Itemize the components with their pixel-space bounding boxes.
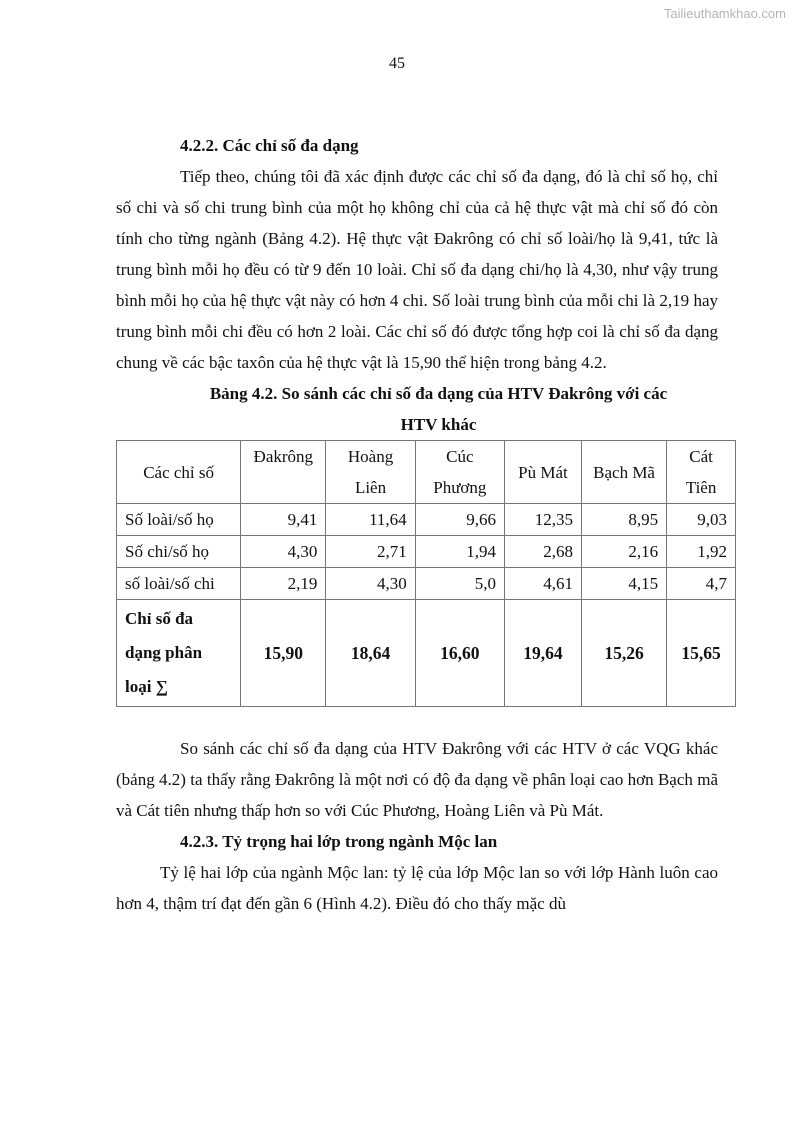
total-row-label — [117, 600, 241, 707]
header-cell — [581, 441, 666, 504]
table-cell: 2,19 — [241, 568, 326, 600]
table-row — [117, 536, 736, 568]
table-cell: 19,64 — [504, 600, 581, 707]
diversity-index-table — [116, 440, 736, 707]
class-ratio-paragraph: Tỷ lệ hai lớp của ngành Mộc lan: tỷ lệ của lớp Mộc lan so với lớp Hành luôn cao hơn 4, thậm trí đạt đến gần 6 (Hình 4.2). Điều đó cho thấy mặc dù — [116, 863, 718, 913]
table-caption-line-1: Bảng 4.2. So sánh các chỉ số đa dạng của HTV Đakrông với các — [209, 384, 668, 403]
table-cell: 4,30 — [326, 568, 415, 600]
header-cell — [504, 441, 581, 504]
comparison-paragraph: So sánh các chỉ số đa dạng của HTV Đakrông với các HTV ở các VQG khác (bảng 4.2) ta thấy rằng Đakrông là một nơi có độ đa dạng về phân loại cao hơn Bạch mã và Cát tiên nhưng thấp hơn so với Cúc Phương, Hoàng Liên và Pù Mát. — [116, 739, 718, 820]
table-cell: 2,68 — [504, 536, 581, 568]
table-cell: 1,94 — [415, 536, 504, 568]
header-label: Hoàng — [347, 447, 394, 466]
total-label-line: loại ∑ — [125, 677, 168, 696]
header-label: Pù Mát — [518, 462, 568, 482]
table-cell: 8,95 — [581, 504, 666, 536]
header-label: Đakrông — [253, 447, 314, 466]
table-row — [117, 568, 736, 600]
table-cell: 18,64 — [326, 600, 415, 707]
header-label: Phương — [433, 478, 487, 497]
table-cell: 12,35 — [504, 504, 581, 536]
intro-paragraph: Tiếp theo, chúng tôi đã xác định được các chỉ số đa dạng, đó là chỉ số họ, chỉ số chi và số chi trung bình của một họ không chỉ của cả hệ thực vật mà chỉ số đó còn tính cho từng ngành (Bảng 4.2). Hệ thực vật Đakrông có chỉ số loài/họ là 9,41, tức là trung bình mỗi họ đều có từ 9 đến 10 loài. Chỉ số đa dạng chi/họ là 4,30, như vậy trung bình mỗi họ của hệ thực vật này có hơn 4 chi. Số loài trung bình của mỗi chi là 2,19 hay trung bình mỗi chi đều có hơn 2 loài. Các chỉ số đó được tổng hợp coi là chỉ số đa dạng chung về các bậc taxôn của hệ thực vật là 15,90 thể hiện trong bảng 4.2. — [116, 167, 718, 372]
header-cell — [241, 441, 326, 504]
header-label: Tiên — [685, 478, 717, 497]
table-row — [117, 504, 736, 536]
header-label: Cúc — [446, 447, 474, 466]
header-cell — [326, 441, 415, 504]
header-label: Liên — [354, 478, 387, 497]
table-cell: 15,65 — [667, 600, 736, 707]
table-cell: 4,61 — [504, 568, 581, 600]
page-content — [116, 130, 727, 919]
table-cell: 1,92 — [667, 536, 736, 568]
table-cell: 11,64 — [326, 504, 415, 536]
table-cell: 16,60 — [415, 600, 504, 707]
table-header-row — [117, 441, 736, 504]
table-cell: 9,66 — [415, 504, 504, 536]
table-caption-line-2: HTV khác — [400, 415, 477, 434]
section-heading-4-2-2: 4.2.2. Các chỉ số đa dạng — [180, 136, 359, 155]
header-label: Bạch Mã — [593, 462, 655, 482]
table-cell: 15,26 — [581, 600, 666, 707]
table-cell: 2,16 — [581, 536, 666, 568]
table-cell: 9,03 — [667, 504, 736, 536]
table-cell: 15,90 — [241, 600, 326, 707]
row-label: Số loài/số họ — [117, 504, 241, 536]
table-cell: 4,15 — [581, 568, 666, 600]
table-cell: 4,7 — [667, 568, 736, 600]
table-cell: 2,71 — [326, 536, 415, 568]
row-label: Số chi/số họ — [117, 536, 241, 568]
table-cell: 5,0 — [415, 568, 504, 600]
page-number: 45 — [389, 55, 405, 72]
table-cell: 4,30 — [241, 536, 326, 568]
header-label: Các chỉ số — [143, 462, 215, 482]
after-table-section — [116, 733, 718, 919]
table-total-row — [117, 600, 736, 707]
header-cell — [117, 441, 241, 504]
header-cell — [667, 441, 736, 504]
row-label: số loài/số chi — [117, 568, 241, 600]
watermark: Tailieuthamkhao.com — [663, 6, 786, 21]
section-heading-4-2-3: 4.2.3. Tỷ trọng hai lớp trong ngành Mộc lan — [180, 832, 498, 851]
header-label: Cát — [689, 447, 713, 466]
total-label-line: dạng phân — [125, 643, 203, 662]
table-cell: 9,41 — [241, 504, 326, 536]
table-caption — [116, 378, 731, 440]
total-label-line: Chỉ số đa — [125, 609, 194, 628]
header-cell — [415, 441, 504, 504]
